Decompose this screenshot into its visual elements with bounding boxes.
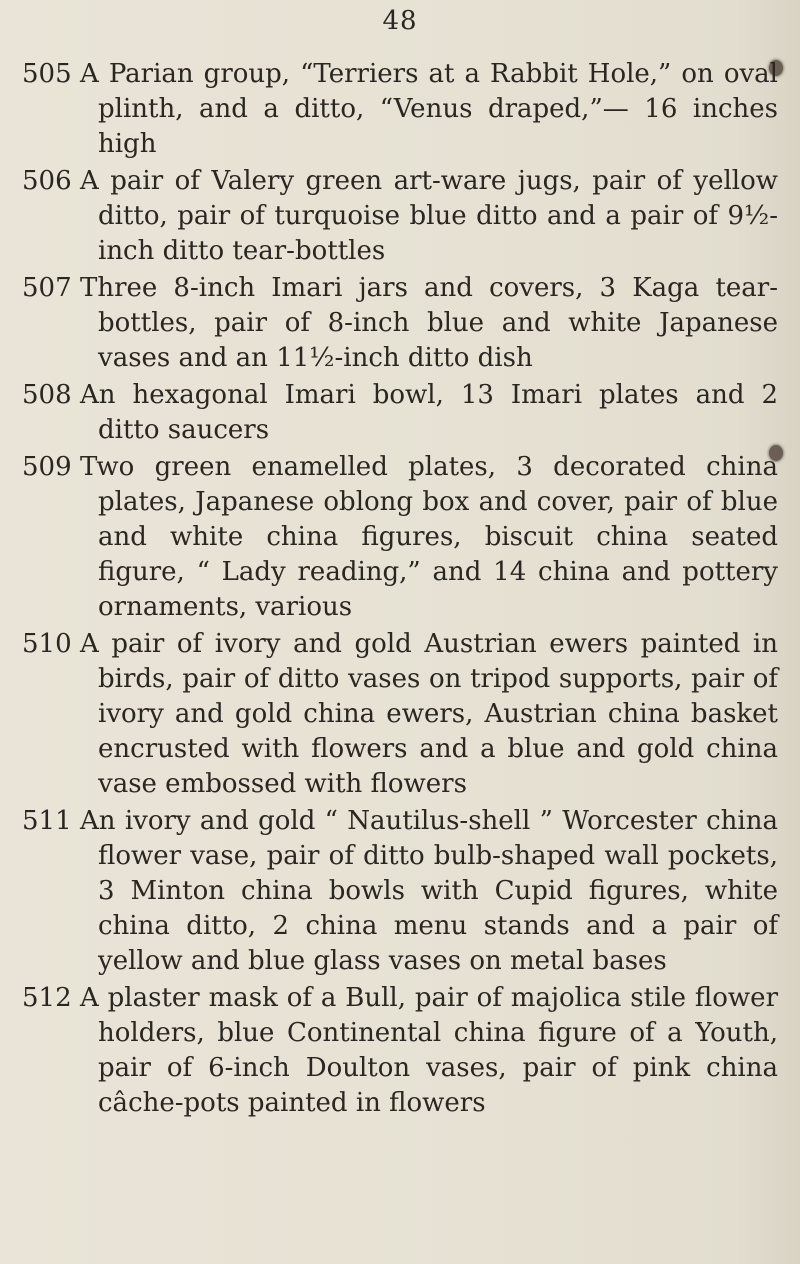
lot-list	[0, 57, 800, 1123]
lot-number: 510	[22, 629, 72, 659]
lot-number: 505	[22, 59, 72, 89]
lot-number: 508	[22, 380, 72, 410]
lot-entry-509	[0, 450, 800, 625]
lot-entry-505	[0, 57, 800, 162]
lot-entry-506	[0, 164, 800, 269]
lot-entry-511	[0, 804, 800, 979]
lot-number: 507	[22, 273, 72, 303]
lot-number: 511	[22, 806, 72, 836]
lot-number: 506	[22, 166, 72, 196]
lot-number: 509	[22, 452, 72, 482]
lot-description: An ivory and gold “ Nautilus-shell ” Worcester china flower vase, pair of ditto bulb-shaped wall pockets, 3 Minton china bowls with Cupid figures, white china ditto, 2 china menu stands and a pair of yellow and blue glass vases on metal bases	[80, 806, 778, 976]
page-number: 48	[382, 6, 418, 36]
lot-description: A pair of ivory and gold Austrian ewers painted in birds, pair of ditto vases on tripod supports, pair of ivory and gold china ewers, Austrian china basket encrusted with flowers and a blue and gold china vase embossed with flowers	[80, 629, 778, 799]
lot-description: Two green enamelled plates, 3 decorated china plates, Japanese oblong box and cover, pair of blue and white china figures, biscuit china seated figure, “ Lady reading,” and 14 china and pottery ornaments, various	[80, 452, 778, 622]
lot-entry-507	[0, 271, 800, 376]
lot-description: An hexagonal Imari bowl, 13 Imari plates and 2 ditto saucers	[80, 380, 778, 445]
lot-entry-510	[0, 627, 800, 802]
lot-number: 512	[22, 983, 72, 1013]
lot-entry-512	[0, 981, 800, 1121]
lot-description: A Parian group, “Terriers at a Rabbit Hole,” on oval plinth, and a ditto, “Venus draped,”— 16 inches high	[80, 59, 778, 159]
lot-description: A plaster mask of a Bull, pair of majolica stile flower holders, blue Continental china figure of a Youth, pair of 6-inch Doulton vases, pair of pink china câche-pots painted in flowers	[80, 983, 778, 1118]
lot-entry-508	[0, 378, 800, 448]
lot-description: A pair of Valery green art-ware jugs, pair of yellow ditto, pair of turquoise blue ditto and a pair of 9½-inch ditto tear-bottles	[80, 166, 778, 266]
lot-description: Three 8-inch Imari jars and covers, 3 Kaga tear-bottles, pair of 8-inch blue and white Japanese vases and an 11½-inch ditto dish	[80, 273, 778, 373]
